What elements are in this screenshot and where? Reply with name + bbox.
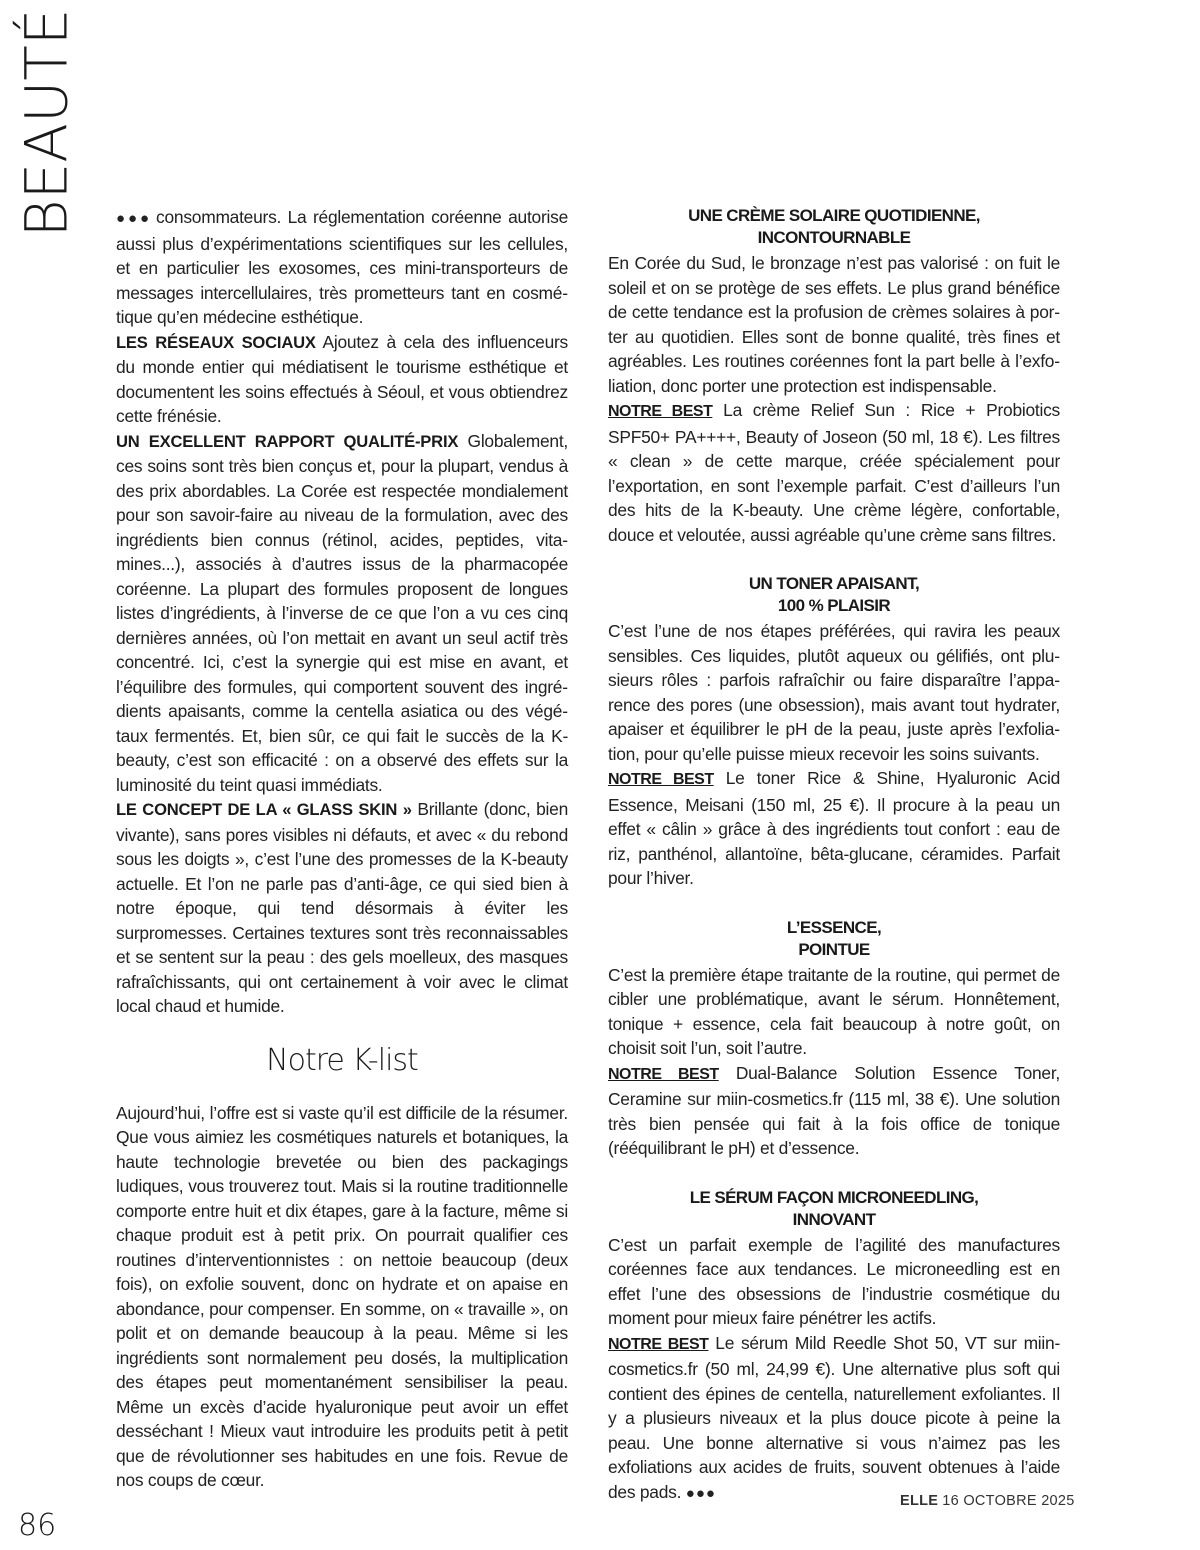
continuation-bullets-icon: ●●●	[116, 210, 153, 227]
right-column	[608, 205, 1060, 1532]
section-heading	[608, 1187, 1060, 1231]
section-heading-line: INNOVANT	[792, 1209, 876, 1229]
section-heading-line: 100 % PLAISIR	[777, 596, 891, 615]
page-number: 86	[18, 1508, 57, 1543]
best-pick	[608, 766, 1060, 891]
intro-text: consommateurs. La réglementation coréenne autorise aussi plus d’expérimentations scientifiques sur les cellules, et en particulier les exosomes, ces mini-transporteurs de messages intercellulaires, très prometteurs tant en cosmétique qu’en médecine esthétique.	[116, 207, 568, 327]
paragraph-price	[116, 429, 568, 798]
section-text: C’est un parfait exemple de l’agilité des manufactures coréennes face aux tendances. Le microneedling est en effet l’une des obsessions de l’industrie cosmétique du moment pour mieux faire pénétrer les actifs.	[608, 1234, 1060, 1328]
section-heading-line: LE SÉRUM FAÇON MICRONEEDLING,	[689, 1187, 979, 1207]
serum-section	[608, 1187, 1060, 1507]
paragraph-text: Brillante (donc, bien vivante), sans pores visibles ni défauts, et avec « du rebond sous les doigts », c’est l’une des promesses de la K-beauty actuelle. Et l’on ne parle pas d’anti-âge, ce qui sied bien à notre époque, qui tend désormais à éviter les surpromesses. Certaines textures sont très reconnaissables et se sentent sur la peau : des gels moelleux, des masques rafraîchissants, qui ont certainement à voir avec le climat local chaud et humide.	[116, 799, 568, 1016]
paragraph-lead: LE CONCEPT DE LA « GLASS SKIN »	[116, 800, 412, 819]
best-text: La crème Relief Sun : Rice + Probiotics SPF50+ PA++++, Beauty of Joseon (50 ml, 18 €). Les filtres « clean » de cette marque, créée spécialement pour l’exportation, en sont l’exemple parfait. C’est d’ailleurs l’un des hits de la K-beauty. Une crème légère, confortable, douce et veloutée, aussi agréable qu’une crème sans filtres.	[608, 400, 1060, 545]
section-text: C’est la première étape traitante de la routine, qui permet de cibler une problématique, avant le sérum. Honnêtement, tonique + essence, cela fait beaucoup à notre goût, on choisit soit l’un, soit l’autre.	[608, 964, 1060, 1058]
best-text: Le sérum Mild Reedle Shot 50, VT sur miin-cosmetics.fr (50 ml, 24,99 €). Une alternative plus soft qui contient des épines de centella, naturellement exfoliantes. Il y a plusieurs niveaux et la plus douce picote à peine la peau. Une bonne alternative si vous n’aimez pas les exfoliations aux acides de fruits, souvent obtenues à l’aide des pads.	[608, 1332, 1060, 1502]
section-heading-line: INCONTOURNABLE	[757, 228, 911, 247]
section-heading	[608, 917, 1060, 961]
klist-paragraph: Aujourd’hui, l’offre est si vaste qu’il est difficile de la résumer. Que vous aimiez les cosmétiques naturels et botaniques, la haute technologie brevetée ou bien des packagings ludiques, vous trouverez tout. Mais si la routine traditionnelle comporte entre huit et dix étapes, gare à la facture, même si chaque produit est à petit prix. On pourrait qualifier ces routines d’interventionnistes : on nettoie beaucoup (deux fois), on exfolie souvent, donc on hydrate et on apaise en abondance, pour compenser. En somme, on « travaille », on polit et on demande beaucoup à la peau. Même si les ingrédients sont normalement peu dosés, la multiplication des étapes peut momentanément sensibiliser la peau. Même un excès d’acide hyaluronique peut avoir un effet desséchant ! Mieux vaut introduire les produits petit à petit que de révolutionner ses habitudes en une fois. Revue de nos coups de cœur.	[116, 1102, 568, 1490]
section-tag-label: BEAUTÉ	[12, 8, 81, 238]
paragraph-text: Globalement, ces soins sont très bien conçus et, pour la plupart, vendus à des prix abordables. La Corée est respectée mondialement pour son savoir-faire au niveau de la formulation, avec des ingrédients bien connus (rétinol, acides, peptides, vitamines...), associés à d’autres issus de la pharmacopée coréenne. La plupart des formules proposent de longues listes d’ingrédients, à l’inverse de ce que l’on a vu ces cinq dernières années, où l’on mettait en avant un seul actif très concentré. Ici, c’est la synergie qui est mise en avant, et l’équilibre des formules, qui comportent souvent des ingrédients apaisants, comme la centella asiatica ou des végétaux fermentés. Et, bien sûr, ce qui fait le succès de la K-beauty, c’est son efficacité : on a observé des effets sur la luminosité du teint quasi immédiats.	[116, 430, 568, 795]
end-bullets-icon: ●●●	[685, 1484, 716, 1502]
paragraph-text: Ajoutez à cela des influenceurs du monde entier qui médiatisent le tourisme esthétique et documentent les soins effectués à Séoul, et vous obtiendrez cette frénésie.	[116, 331, 568, 426]
section-tag	[12, 8, 81, 238]
issue-date: 16 OCTOBRE 2025	[942, 1493, 1075, 1509]
best-label: NOTRE BEST	[608, 403, 713, 420]
section-heading-line: L’ESSENCE,	[786, 917, 882, 937]
section-text: En Corée du Sud, le bronzage n’est pas valorisé : on fuit le soleil et on se protège de ses effets. Le plus grand bénéfice de cette tendance est la profusion de crèmes solaires à porter au quotidien. Elles sont de bonne qualité, très fines et agréables. Les routines coréennes font la part belle à l’exfoliation, donc porter une protection est indispensable.	[608, 253, 1060, 396]
paragraph-social	[116, 330, 568, 429]
page-footer	[900, 1493, 1075, 1509]
intro-paragraph	[116, 205, 568, 330]
section-heading	[608, 573, 1060, 617]
best-label: NOTRE BEST	[608, 1335, 709, 1353]
section-text: C’est l’une de nos étapes préférées, qui ravira les peaux sensibles. Ces liquides, plutôt aqueux ou gélifiés, ont plusieurs rôles : parfois rafraîchir ou faire disparaître l’apparence des pores (une obsession), mais avant tout hydrater, apaiser et équilibrer le pH de la peau, juste après l’exfoliation, pour qu’elle puisse mieux recevoir les soins suivants.	[608, 621, 1060, 764]
best-pick	[608, 398, 1060, 547]
best-label: NOTRE BEST	[608, 771, 714, 788]
paragraph-glass-skin	[116, 797, 568, 1019]
essence-section	[608, 917, 1060, 1161]
paragraph-lead: UN EXCELLENT RAPPORT QUALITÉ-PRIX	[116, 431, 459, 451]
best-pick	[608, 1331, 1060, 1507]
section-heading-line: POINTUE	[798, 939, 870, 959]
left-column	[116, 205, 568, 1493]
paragraph-lead: LES RÉSEAUX SOCIAUX	[116, 332, 316, 352]
sunscreen-section	[608, 205, 1060, 547]
magazine-brand: ELLE	[900, 1493, 939, 1509]
klist-heading: Notre K-list	[266, 1042, 418, 1078]
best-pick	[608, 1061, 1060, 1161]
section-heading-line: UNE CRÈME SOLAIRE QUOTIDIENNE,	[688, 206, 980, 225]
best-text: Le toner Rice & Shine, Hyaluronic Acid Essence, Meisani (150 ml, 25 €). Il procure à la peau un effet « câlin » grâce à des ingrédients tout confort : eau de riz, panthénol, allantoïne, bêta-glucane, céramides. Parfait pour l’hiver.	[608, 768, 1061, 888]
section-heading	[608, 205, 1060, 249]
best-label: NOTRE BEST	[608, 1065, 719, 1083]
toner-section	[608, 573, 1060, 891]
best-text: Dual-Balance Solution Essence Toner, Ceramine sur miin-cosmetics.fr (115 ml, 38 €). Une solution très bien pensée qui fait à la fois office de tonique (rééquilibrant le pH) et d’essence.	[608, 1062, 1060, 1158]
section-heading-line: UN TONER APAISANT,	[748, 574, 920, 593]
